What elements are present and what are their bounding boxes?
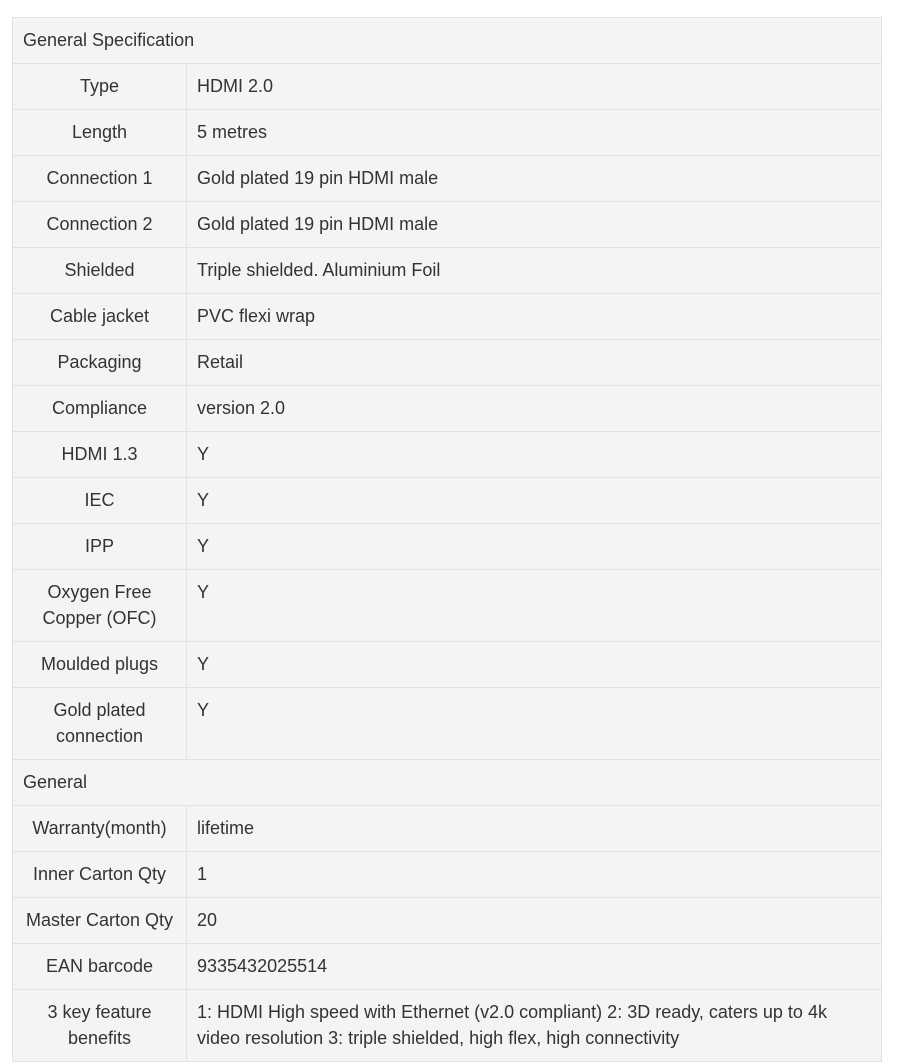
spec-label: Oxygen Free Copper (OFC) [13,570,187,642]
spec-label: Connection 2 [13,202,187,248]
spec-value: Y [187,642,882,688]
spec-label: Packaging [13,340,187,386]
spec-label: Cable jacket [13,294,187,340]
table-row [13,432,882,478]
table-row [13,110,882,156]
spec-value: Gold plated 19 pin HDMI male [187,202,882,248]
spec-value: version 2.0 [187,386,882,432]
table-row [13,944,882,990]
table-row [13,478,882,524]
table-row [13,642,882,688]
table-row [13,340,882,386]
spec-value: Y [187,524,882,570]
section-title: General [13,760,882,806]
table-row [13,806,882,852]
spec-label: Connection 1 [13,156,187,202]
spec-label: Length [13,110,187,156]
spec-label: Shielded [13,248,187,294]
table-row [13,248,882,294]
table-row [13,688,882,760]
spec-label: Moulded plugs [13,642,187,688]
spec-value: 5 metres [187,110,882,156]
spec-value: PVC flexi wrap [187,294,882,340]
spec-value: Triple shielded. Aluminium Foil [187,248,882,294]
section-header-row [13,760,882,806]
table-row [13,156,882,202]
table-row [13,524,882,570]
table-row [13,852,882,898]
spec-value: Gold plated 19 pin HDMI male [187,156,882,202]
spec-value: lifetime [187,806,882,852]
spec-label: EAN barcode [13,944,187,990]
spec-value: Y [187,570,882,642]
spec-label: IEC [13,478,187,524]
spec-value: HDMI 2.0 [187,64,882,110]
spec-label: Inner Carton Qty [13,852,187,898]
spec-label: Master Carton Qty [13,898,187,944]
spec-value: Y [187,432,882,478]
table-row [13,570,882,642]
table-row [13,294,882,340]
section-title: General Specification [13,18,882,64]
spec-value: Retail [187,340,882,386]
specification-panel [12,17,881,1062]
table-row [13,64,882,110]
spec-label: Gold plated connection [13,688,187,760]
table-row [13,898,882,944]
spec-label: 3 key feature benefits [13,990,187,1062]
spec-value: 20 [187,898,882,944]
spec-label: Type [13,64,187,110]
spec-label: IPP [13,524,187,570]
spec-value: Y [187,688,882,760]
table-row [13,202,882,248]
specification-table [12,17,882,1062]
spec-value: 1: HDMI High speed with Ethernet (v2.0 compliant) 2: 3D ready, caters up to 4k video resolution 3: triple shielded, high flex, high connectivity [187,990,882,1062]
section-header-row [13,18,882,64]
spec-label: Compliance [13,386,187,432]
spec-label: HDMI 1.3 [13,432,187,478]
spec-value: 9335432025514 [187,944,882,990]
table-row [13,386,882,432]
spec-value: Y [187,478,882,524]
spec-label: Warranty(month) [13,806,187,852]
spec-value: 1 [187,852,882,898]
